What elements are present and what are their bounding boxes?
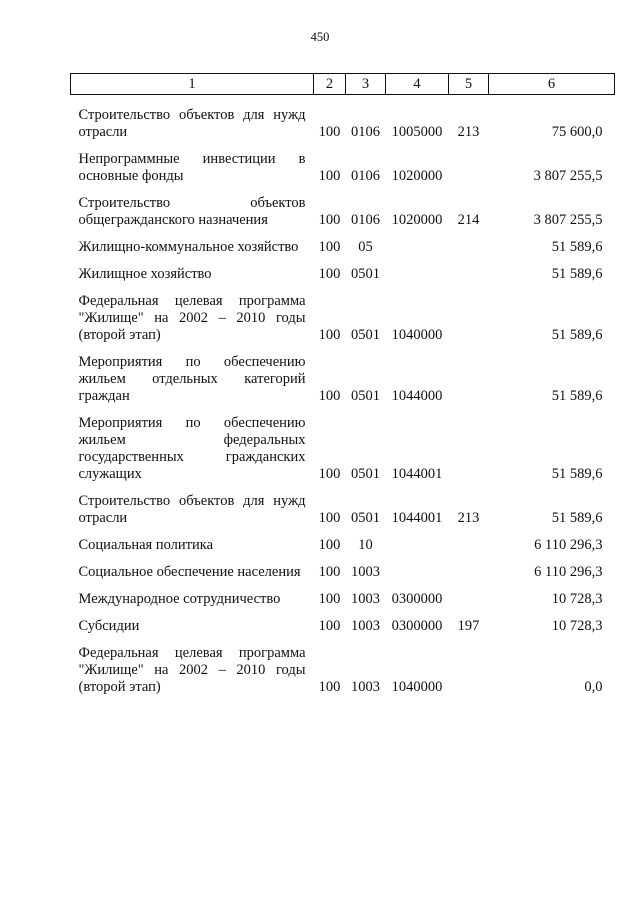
- row-amount: 3 807 255,5: [533, 212, 603, 228]
- header-row: [71, 74, 615, 95]
- row-code-5: [449, 527, 489, 554]
- row-name: Строительство объектов для нужд отрасли: [78, 493, 306, 526]
- row-code-5: 213: [457, 124, 480, 140]
- row-code-2: 100: [318, 679, 341, 695]
- row-code-3: 0501: [351, 388, 380, 404]
- row-code-3: 0106: [351, 124, 380, 140]
- row-code-3: 1003: [351, 618, 380, 634]
- table-row: [71, 344, 615, 405]
- table-body: [71, 95, 615, 697]
- table-row: [71, 185, 615, 229]
- row-code-3: 10: [358, 537, 373, 553]
- table-row: [71, 283, 615, 344]
- row-code-3: 0501: [351, 266, 380, 282]
- row-amount: 51 589,6: [551, 510, 603, 526]
- row-code-3: 1003: [351, 679, 380, 695]
- table-row: [71, 483, 615, 527]
- row-amount: 75 600,0: [551, 124, 603, 140]
- column-header-5: 5: [449, 74, 489, 95]
- column-header-6: 6: [489, 74, 615, 95]
- row-code-2: 100: [318, 564, 341, 580]
- row-name: Мероприятия по обеспечению жильем федеральных государственных гражданских служащих: [78, 415, 306, 482]
- row-code-5: [449, 554, 489, 581]
- row-code-2: 100: [318, 466, 341, 482]
- row-code-5: [449, 229, 489, 256]
- row-amount: 10 728,3: [551, 618, 603, 634]
- row-code-4: [386, 229, 449, 256]
- row-code-4: 1020000: [391, 212, 443, 228]
- row-code-2: 100: [318, 124, 341, 140]
- row-code-5: 213: [457, 510, 480, 526]
- row-name: Международное сотрудничество: [78, 591, 281, 607]
- row-code-4: 1044001: [391, 466, 443, 482]
- row-code-4: 0300000: [391, 591, 443, 607]
- row-code-5: [449, 344, 489, 405]
- row-amount: 51 589,6: [551, 239, 603, 255]
- column-header-1: 1: [71, 74, 314, 95]
- table-row: [71, 405, 615, 483]
- row-amount: 6 110 296,3: [534, 564, 603, 580]
- row-code-2: 100: [318, 212, 341, 228]
- row-code-4: 0300000: [391, 618, 443, 634]
- row-code-4: 1020000: [391, 168, 443, 184]
- row-name: Жилищно-коммунальное хозяйство: [78, 239, 299, 255]
- page-number: 450: [310, 30, 330, 44]
- row-code-5: [449, 581, 489, 608]
- row-name: Федеральная целевая программа "Жилище" на 2002 – 2010 годы (второй этап): [78, 645, 306, 695]
- row-code-5: 214: [457, 212, 480, 228]
- row-code-4: 1005000: [391, 124, 443, 140]
- row-code-4: [386, 554, 449, 581]
- row-name: Социальное обеспечение населения: [78, 564, 301, 580]
- row-code-4: 1040000: [391, 679, 443, 695]
- column-header-3: 3: [346, 74, 386, 95]
- row-amount: 51 589,6: [551, 388, 603, 404]
- table-row: [71, 256, 615, 283]
- row-code-5: [449, 283, 489, 344]
- row-code-2: 100: [318, 239, 341, 255]
- row-code-3: 1003: [351, 591, 380, 607]
- column-header-2: 2: [314, 74, 346, 95]
- row-code-3: 0501: [351, 466, 380, 482]
- row-code-4: 1040000: [391, 327, 443, 343]
- row-code-2: 100: [318, 510, 341, 526]
- row-code-2: 100: [318, 388, 341, 404]
- row-code-4: 1044001: [391, 510, 443, 526]
- row-code-2: 100: [318, 591, 341, 607]
- budget-table: [70, 73, 615, 696]
- row-amount: 51 589,6: [551, 327, 603, 343]
- table-row: [71, 608, 615, 635]
- row-name: Социальная политика: [78, 537, 214, 553]
- table-header: [71, 74, 615, 95]
- row-name: Жилищное хозяйство: [78, 266, 212, 282]
- row-code-3: 0501: [351, 327, 380, 343]
- row-code-3: 0106: [351, 168, 380, 184]
- table-row: [71, 95, 615, 142]
- table-row: [71, 229, 615, 256]
- row-amount: 51 589,6: [551, 266, 603, 282]
- table-row: [71, 527, 615, 554]
- row-code-3: 0501: [351, 510, 380, 526]
- row-code-2: 100: [318, 618, 341, 634]
- row-name: Строительство объектов общегражданского назначения: [78, 195, 306, 228]
- table-row: [71, 581, 615, 608]
- row-amount: 10 728,3: [551, 591, 603, 607]
- row-code-5: [449, 405, 489, 483]
- row-code-5: [449, 256, 489, 283]
- row-name: Федеральная целевая программа "Жилище" на 2002 – 2010 годы (второй этап): [78, 293, 306, 343]
- row-code-2: 100: [318, 537, 341, 553]
- row-code-4: [386, 256, 449, 283]
- row-code-3: 05: [358, 239, 373, 255]
- row-code-5: [449, 141, 489, 185]
- table-row: [71, 554, 615, 581]
- row-amount: 0,0: [584, 679, 603, 695]
- row-code-5: [449, 635, 489, 696]
- table-row: [71, 635, 615, 696]
- column-header-4: 4: [386, 74, 449, 95]
- row-code-2: 100: [318, 327, 341, 343]
- row-name: Непрограммные инвестиции в основные фонды: [78, 151, 306, 184]
- table-row: [71, 141, 615, 185]
- row-amount: 3 807 255,5: [533, 168, 603, 184]
- row-code-4: [386, 527, 449, 554]
- row-code-5: 197: [457, 618, 480, 634]
- row-amount: 51 589,6: [551, 466, 603, 482]
- row-code-4: 1044000: [391, 388, 443, 404]
- row-name: Мероприятия по обеспечению жильем отдельных категорий граждан: [78, 354, 306, 404]
- row-code-2: 100: [318, 168, 341, 184]
- row-amount: 6 110 296,3: [534, 537, 603, 553]
- row-code-2: 100: [318, 266, 341, 282]
- row-name: Субсидии: [78, 618, 140, 634]
- row-name: Строительство объектов для нужд отрасли: [78, 107, 306, 140]
- row-code-3: 0106: [351, 212, 380, 228]
- row-code-3: 1003: [351, 564, 380, 580]
